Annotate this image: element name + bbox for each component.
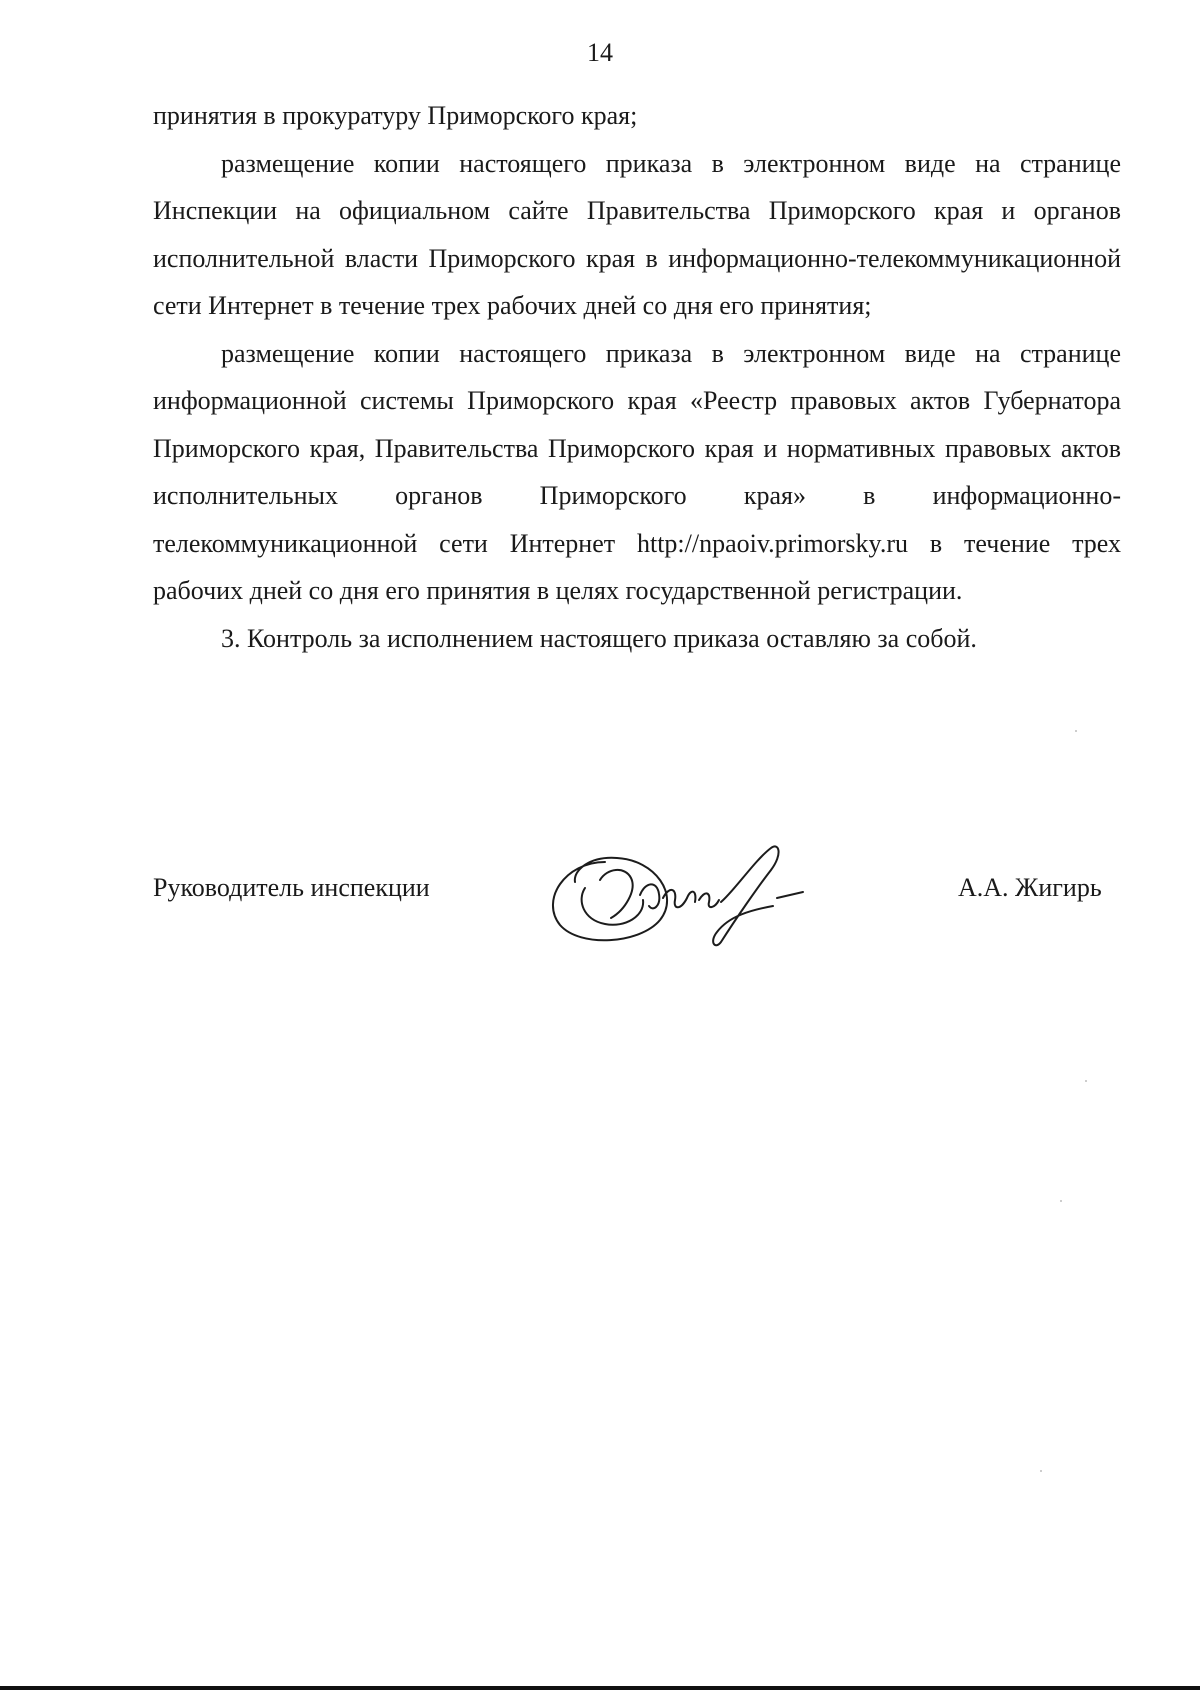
scan-speck: [1075, 730, 1077, 732]
scan-speck: [1040, 1470, 1042, 1472]
paragraph-continuation: принятия в прокуратуру Приморского края;: [153, 101, 638, 130]
paragraph-registry-publication: размещение копии настоящего приказа в электронном виде на странице информационной системы Приморского края «Реестр правовых актов Губернатора Приморского края, Правительства Приморского края и нормативных правовых актов исполнительных органов Приморского края» в информационно-телекоммуникационной сети Интернет http://npaoiv.primorsky.ru в течение трех рабочих дней со дня его принятия в целях государственной регистрации.: [153, 338, 1121, 605]
signatory-position: Руководитель инспекции: [153, 873, 430, 902]
document-body: [153, 92, 1121, 662]
handwritten-signature: [545, 840, 865, 950]
page-number: 14: [587, 38, 613, 67]
scan-speck: [1060, 1200, 1062, 1202]
scan-speck: [1085, 1080, 1087, 1082]
paragraph-control-clause: 3. Контроль за исполнением настоящего приказа оставляю за собой.: [221, 623, 977, 653]
bottom-scan-edge: [0, 1686, 1200, 1690]
signatory-name: А.А. Жигирь: [958, 873, 1102, 902]
paragraph-website-publication: размещение копии настоящего приказа в электронном виде на странице Инспекции на официальном сайте Правительства Приморского края и органов исполнительной власти Приморского края в информационно-телекоммуникационной сети Интернет в течение трех рабочих дней со дня его принятия;: [153, 148, 1121, 320]
